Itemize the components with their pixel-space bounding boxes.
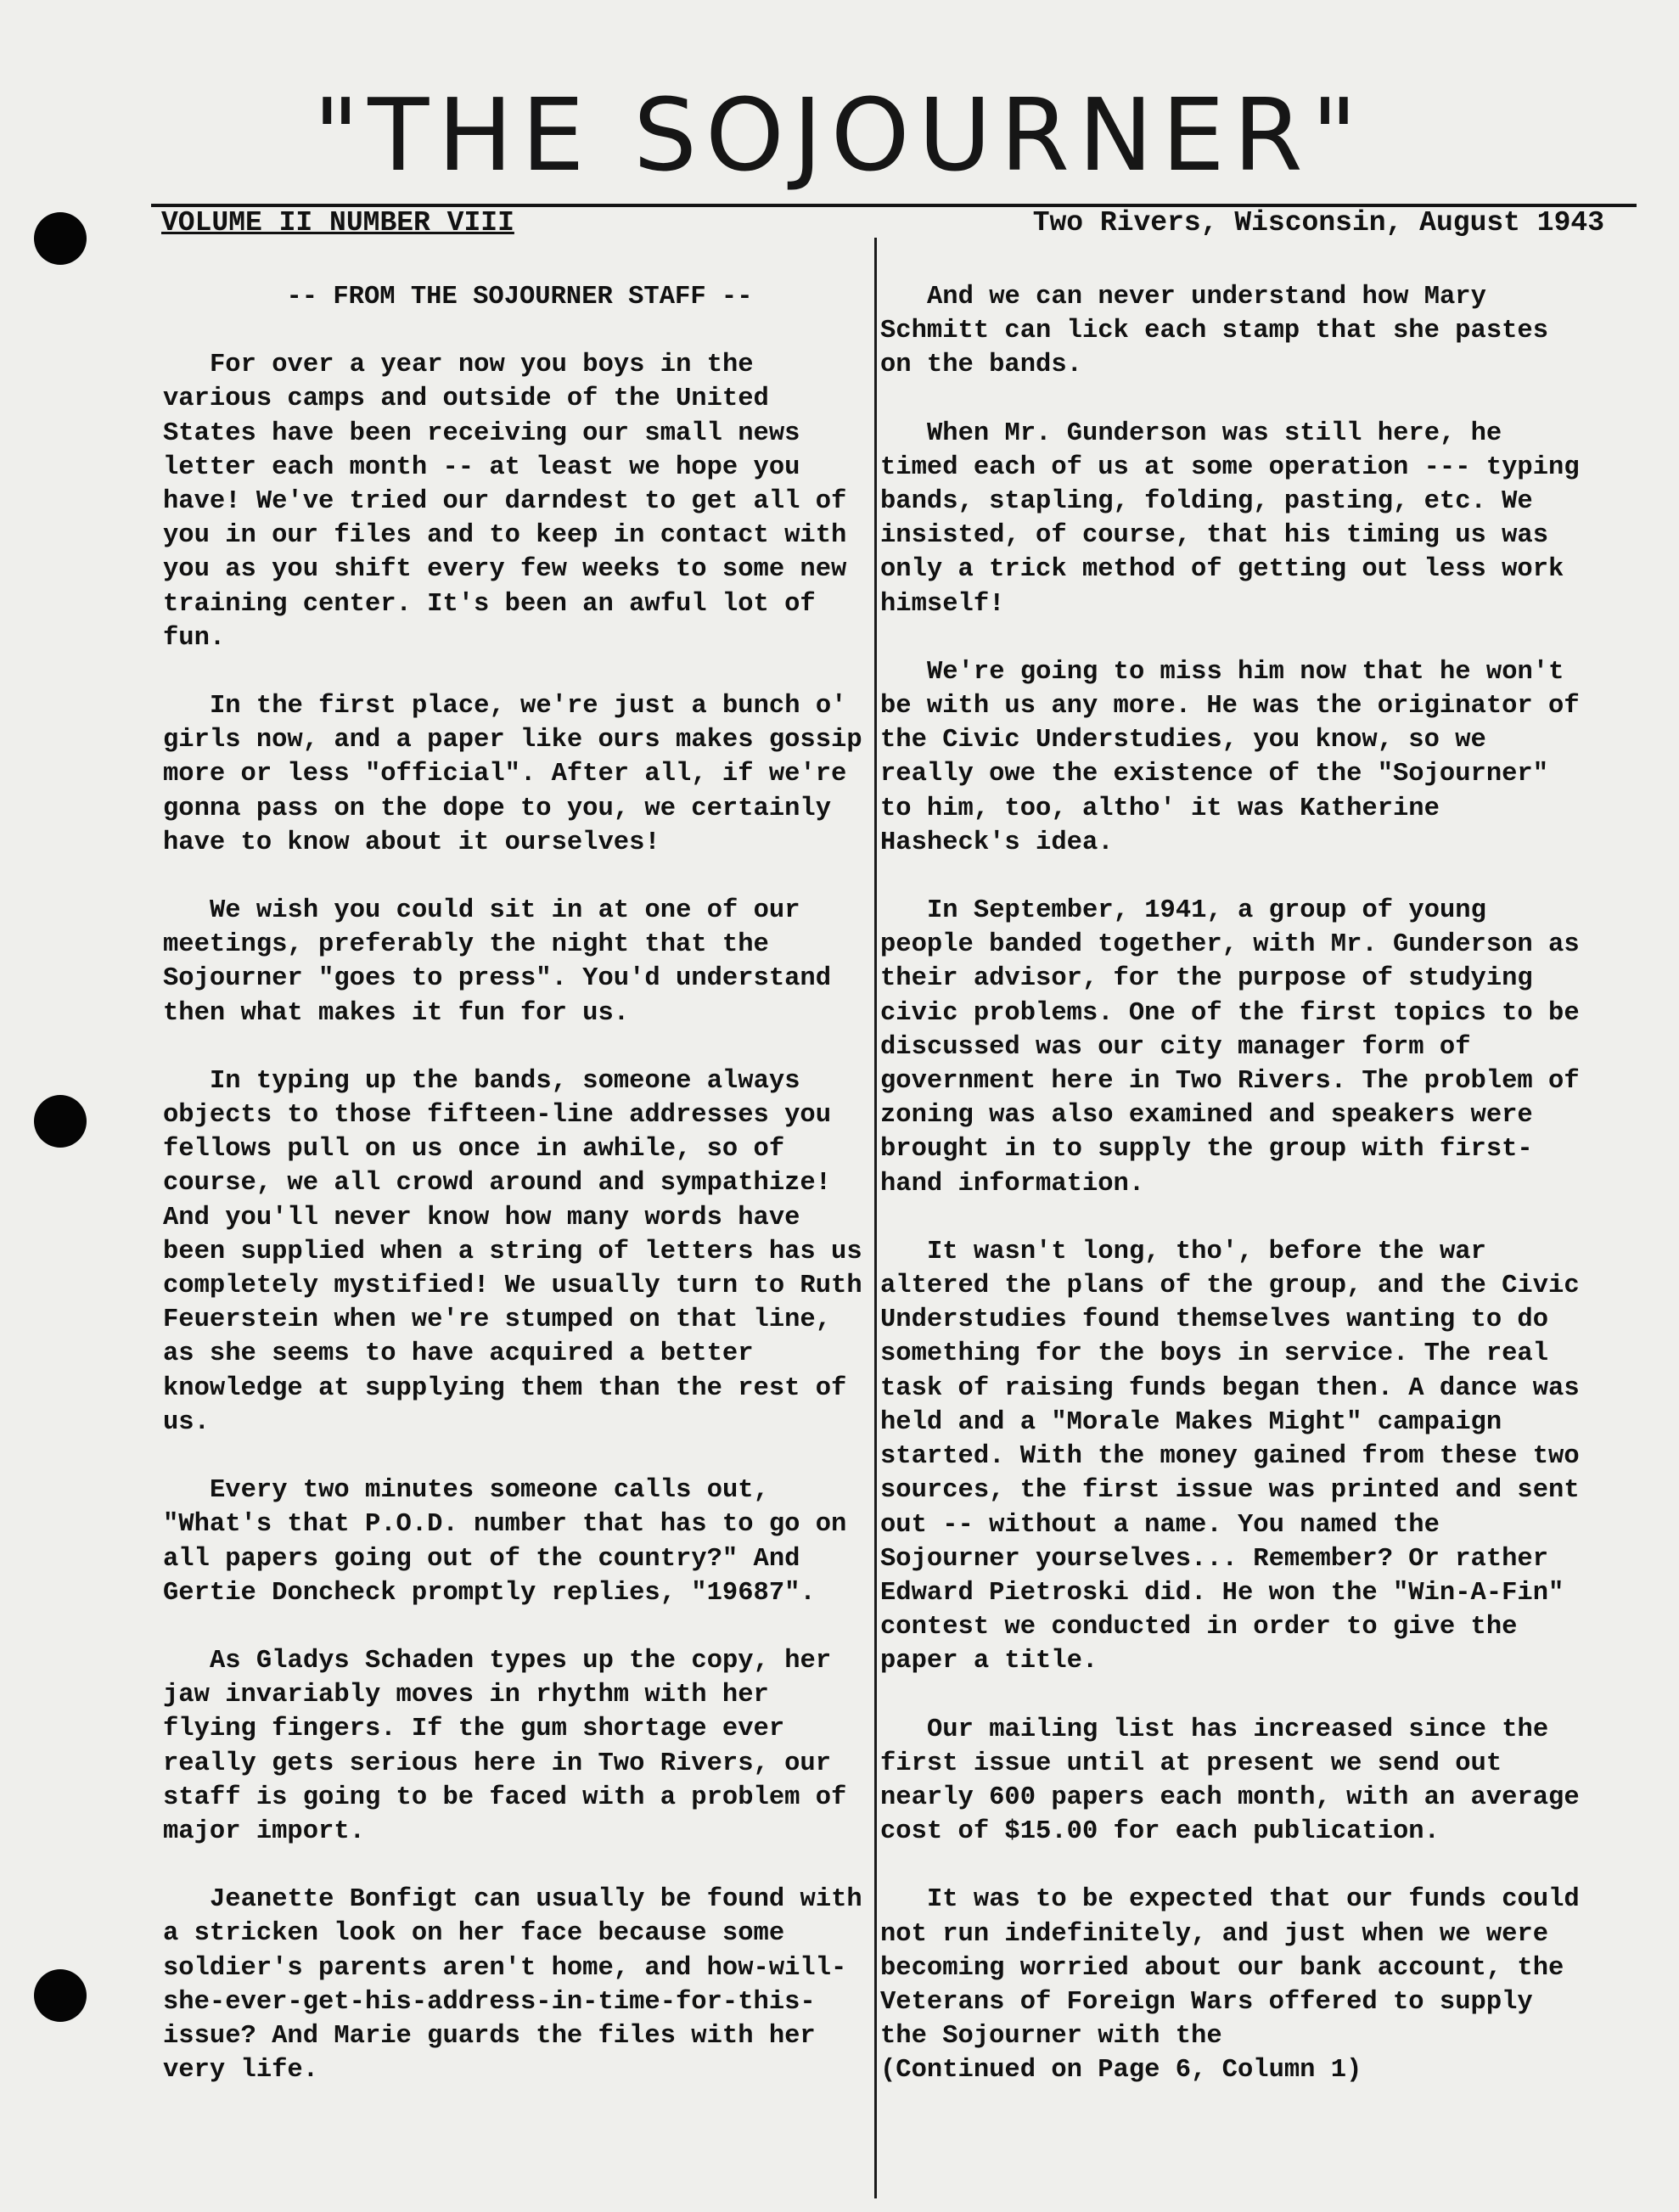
left-column [163,280,876,2121]
dateline: Two Rivers, Wisconsin, August 1943 [1032,207,1604,239]
paragraph: Jeanette Bonfigt can usually be found with a stricken look on her face because some soldier's parents aren't home, and how-will-she-ever-get-his-address-in-time-for-this-issue? And Marie guards the files with her very life. [163,1885,862,2086]
volume-number: VOLUME II NUMBER VIII [161,207,514,239]
paragraph: In typing up the bands, someone always objects to those fifteen-line addresses you fellows pull on us once in awhile, so of course, we all crowd around and sympathize! And you'll never know how many words have been supplied when a string of letters has us completely mystified! We usually turn to Ruth Feuerstein when we're stumped on that line, as she seems to have acquired a better knowledge at supplying them than the rest of us. [163,1066,862,1437]
paragraph: When Mr. Gunderson was still here, he timed each of us at some operation --- typing bands, stapling, folding, pasting, etc. We insisted, of course, that his timing us was only a trick method of getting out less work himself! [880,418,1580,619]
paragraph: It wasn't long, tho', before the war altered the plans of the group, and the Civic Understudies found themselves wanting to do something for the boys in service. The real task of raising funds began then. A dance was held and a "Morale Makes Might" campaign started. With the money gained from these two sources, the first issue was printed and sent out -- without a name. You named the Sojourner yourselves... Remember? Or rather Edward Pietroski did. He won the "Win-A-Fin" contest we conducted in order to give the paper a title. [880,1237,1580,1676]
right-column [880,280,1593,2122]
continued-note: (Continued on Page 6, Column 1) [880,2056,1362,2086]
paragraph: It was to be expected that our funds could not run indefinitely, and just when we were becoming worried about our bank account, the Veterans of Foreign Wars offered to supply the Sojourner with the [880,1885,1580,2052]
punch-hole-bottom [34,1969,87,2022]
paragraph: We wish you could sit in at one of our meetings, preferably the night that the Sojourner "goes to press". You'd understand then what makes it fun for us. [163,896,832,1028]
paragraph: As Gladys Schaden types up the copy, her jaw invariably moves in rhythm with her flying fingers. If the gum shortage ever really gets serious here in Two Rivers, our staff is going to be faced with a problem of major import. [163,1646,847,1846]
paragraph: In the first place, we're just a bunch o' girls now, and a paper like ours makes gossip more or less "official". After all, if we're gonna pass on the dope to you, we certainly have to know about it ourselves! [163,692,862,857]
paragraph: For over a year now you boys in the various camps and outside of the United States have been receiving our small news letter each month -- at least we hope you have! We've tried our darndest to get all of you in our files and to keep in contact with you as you shift every few weeks to some new training center. It's been an awful lot of fun. [163,351,847,653]
paragraph: Every two minutes someone calls out, "What's that P.O.D. number that has to go on all papers going out of the country?" And Gertie Doncheck promptly replies, "19687". [163,1476,847,1608]
masthead-title: "THE SOJOURNER" [312,76,1367,194]
issue-header [161,207,1604,244]
paragraph: In September, 1941, a group of young people banded together, with Mr. Gunderson as their advisor, for the purpose of studying civic problems. One of the first topics to be discussed was our city manager form of government here in Two Rivers. The problem of zoning was also examined and speakers were brought in to supply the group with first-hand information. [880,896,1580,1199]
column-heading: -- FROM THE SOJOURNER STAFF -- [286,283,753,312]
paragraph: Our mailing list has increased since the first issue until at present we send out nearly 600 papers each month, with an average cost of $15.00 for each publication. [880,1715,1580,1847]
punch-hole-middle [34,1095,87,1148]
paragraph: And we can never understand how Mary Schmitt can lick each stamp that she pastes on the bands. [880,283,1549,380]
paragraph: We're going to miss him now that he won't be with us any more. He was the originator of the Civic Understudies, you know, so we really owe the existence of the "Sojourner" to him, too, altho' it was Katherine Hasheck's idea. [880,657,1580,857]
punch-hole-top [34,212,87,265]
